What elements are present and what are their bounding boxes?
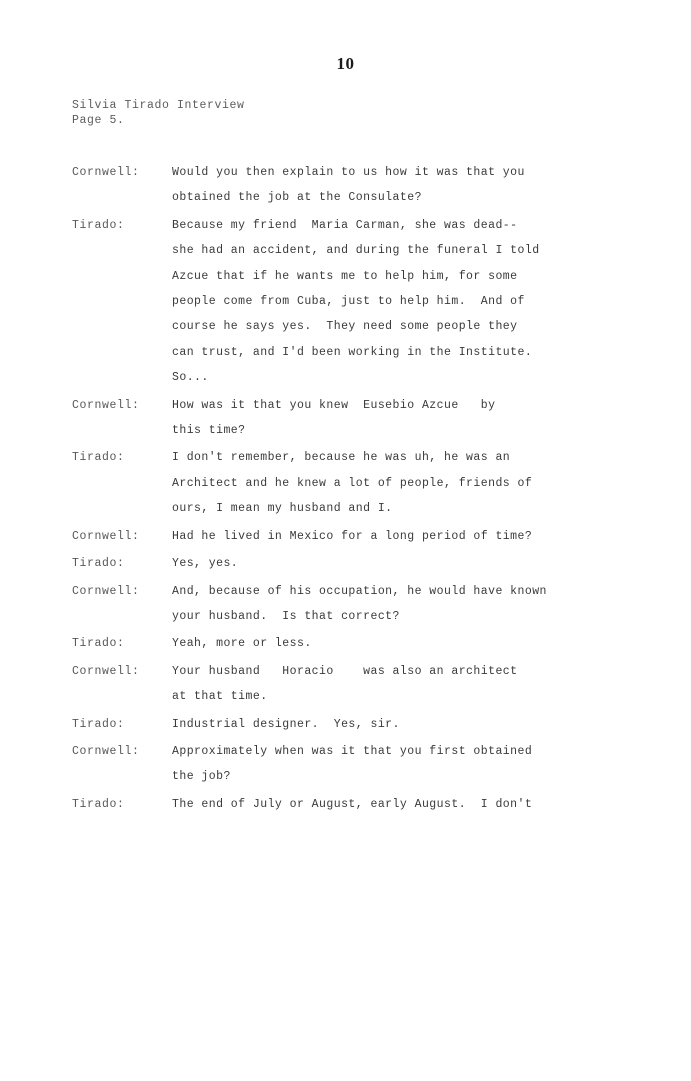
- page-number: 10: [336, 54, 355, 73]
- speaker-label: Tirado:: [72, 637, 125, 651]
- speech-line: Had he lived in Mexico for a long period of time?: [172, 529, 533, 543]
- speech-line: your husband. Is that correct?: [172, 609, 400, 623]
- transcript-entry: [72, 712, 632, 737]
- speech-line: can trust, and I'd been working in the Institute.: [172, 345, 533, 359]
- speech-text: [172, 579, 632, 630]
- speech-text: [172, 524, 632, 549]
- speech-text: [172, 739, 632, 790]
- speech-line: Architect and he knew a lot of people, friends of: [172, 476, 533, 490]
- speech-text: [172, 712, 632, 737]
- speaker-label: Cornwell:: [72, 166, 140, 179]
- speech-line: How was it that you knew Eusebio Azcue by: [172, 398, 496, 412]
- transcript-entry: [72, 160, 632, 211]
- transcript-body: [72, 160, 632, 819]
- speech-line: And, because of his occupation, he would have known: [172, 584, 547, 598]
- speech-line: Yes, yes.: [172, 557, 239, 571]
- speaker-label: Cornwell:: [72, 529, 140, 543]
- header-page-line: Page 5.: [72, 114, 125, 127]
- speech-line: she had an accident, and during the funeral I told: [172, 244, 540, 258]
- speech-line: Because my friend Maria Carman, she was dead--: [172, 218, 518, 232]
- transcript-entry: [72, 659, 632, 710]
- speech-text: [172, 393, 632, 444]
- speech-line: So...: [172, 371, 209, 385]
- speech-line: people come from Cuba, just to help him. And of: [172, 295, 525, 309]
- document-header: [72, 98, 245, 128]
- transcript-entry: [72, 445, 632, 521]
- transcript-entry: [72, 524, 632, 549]
- transcript-entry: [72, 551, 632, 576]
- speech-text: [172, 551, 632, 576]
- speaker-label: Cornwell:: [72, 398, 140, 412]
- speaker-label: Tirado:: [72, 451, 125, 465]
- transcript-entry: [72, 579, 632, 630]
- speech-line: The end of July or August, early August. I don't: [172, 797, 533, 811]
- speech-line: Azcue that if he wants me to help him, for some: [172, 269, 518, 283]
- speech-line: at that time.: [172, 690, 268, 704]
- speech-line: Approximately when was it that you first obtained: [172, 744, 533, 758]
- speech-line: I don't remember, because he was uh, he was an: [172, 451, 511, 465]
- speaker-label: Cornwell:: [72, 744, 140, 758]
- speaker-label: Tirado:: [72, 557, 125, 571]
- speech-text: [172, 659, 632, 710]
- speech-line: ours, I mean my husband and I.: [172, 502, 393, 516]
- speech-line: obtained the job at the Consulate?: [172, 191, 422, 205]
- speech-text: [172, 792, 632, 817]
- speaker-label: Tirado:: [72, 717, 125, 731]
- speaker-label: Tirado:: [72, 218, 125, 232]
- speech-line: Industrial designer. Yes, sir.: [172, 717, 400, 731]
- transcript-entry: [72, 393, 632, 444]
- speaker-label: Tirado:: [72, 797, 125, 811]
- speech-line: this time?: [172, 424, 246, 438]
- speech-line: course he says yes. They need some people they: [172, 320, 518, 334]
- speech-text: [172, 631, 632, 656]
- transcript-entry: [72, 213, 632, 391]
- speaker-label: Cornwell:: [72, 584, 140, 598]
- header-title-line: Silvia Tirado Interview: [72, 99, 245, 112]
- speech-line: Would you then explain to us how it was that you: [172, 166, 525, 179]
- transcript-entry: [72, 792, 632, 817]
- speaker-label: Cornwell:: [72, 664, 140, 678]
- speech-text: [172, 213, 632, 391]
- speech-text: [172, 445, 632, 521]
- speech-text: [172, 160, 632, 211]
- speech-line: Yeah, more or less.: [172, 637, 312, 651]
- speech-line: Your husband Horacio was also an architect: [172, 664, 518, 678]
- transcript-entry: [72, 739, 632, 790]
- transcript-entry: [72, 631, 632, 656]
- speech-line: the job?: [172, 770, 231, 784]
